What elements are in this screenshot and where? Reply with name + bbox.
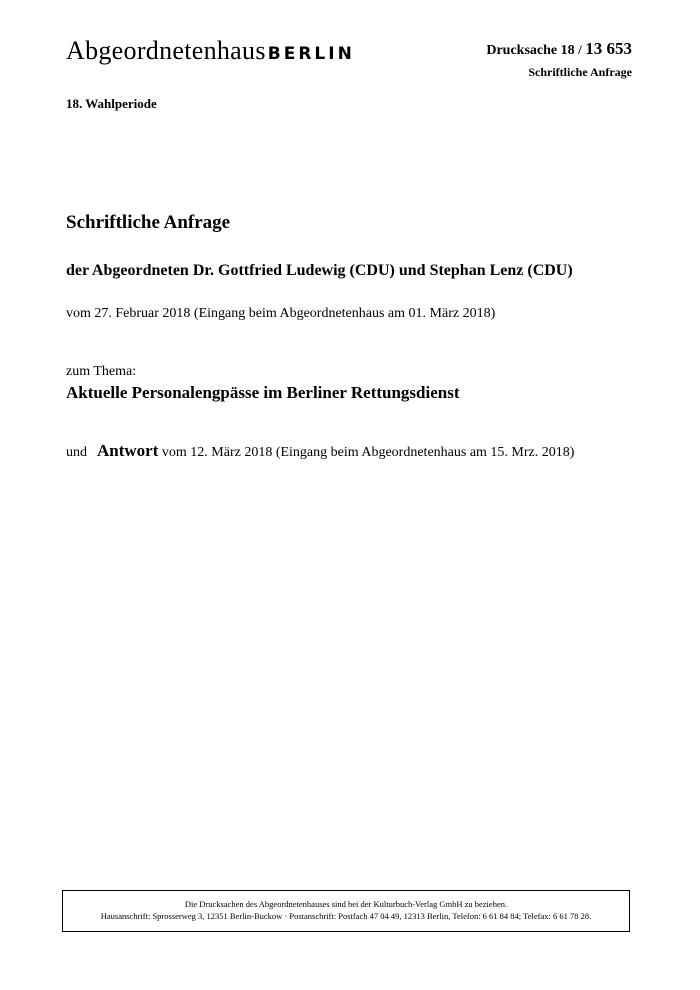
- logo-city: BERLIN: [267, 44, 355, 64]
- authors-line: der Abgeordneten Dr. Gottfried Ludewig (CDU) und Stephan Lenz (CDU): [66, 262, 573, 279]
- logo-wordmark: Abgeordnetenhaus: [66, 36, 266, 65]
- footer-line-2: Hausanschrift: Sprosserweg 3, 12351 Berlin-Buckow · Postanschrift: Postfach 47 04 49, 12313 Berlin, Telefon: 6 61 84 84; Telefax: 6 61 78 28.: [100, 911, 592, 921]
- answer-prefix: und: [66, 445, 87, 460]
- document-type: Schriftliche Anfrage: [528, 65, 632, 79]
- footer-line-1: Die Drucksachen des Abgeordnetenhauses sind bei der Kulturbuch-Verlag GmbH zu beziehen.: [184, 899, 508, 909]
- drucksache-slash: /: [578, 42, 582, 57]
- document-title: Schriftliche Anfrage: [66, 212, 231, 233]
- footer-box: [62, 890, 630, 932]
- answer-word: Antwort: [97, 441, 159, 460]
- topic-label: zum Thema:: [66, 364, 137, 379]
- drucksache-number: [486, 40, 632, 60]
- wahlperiode: 18. Wahlperiode: [66, 96, 157, 111]
- topic-title: Aktuelle Personalengpässe im Berliner Rettungsdienst: [66, 383, 460, 402]
- answer-line: [66, 441, 574, 461]
- document-reference: [486, 40, 632, 80]
- parliament-logo: [66, 38, 355, 64]
- drucksache-label: Drucksache 18: [486, 43, 575, 58]
- drucksache-value: 13 653: [585, 39, 632, 58]
- submission-date: vom 27. Februar 2018 (Eingang beim Abgeordnetenhaus am 01. März 2018): [66, 306, 496, 321]
- answer-date: vom 12. März 2018 (Eingang beim Abgeordnetenhaus am 15. Mrz. 2018): [161, 445, 575, 460]
